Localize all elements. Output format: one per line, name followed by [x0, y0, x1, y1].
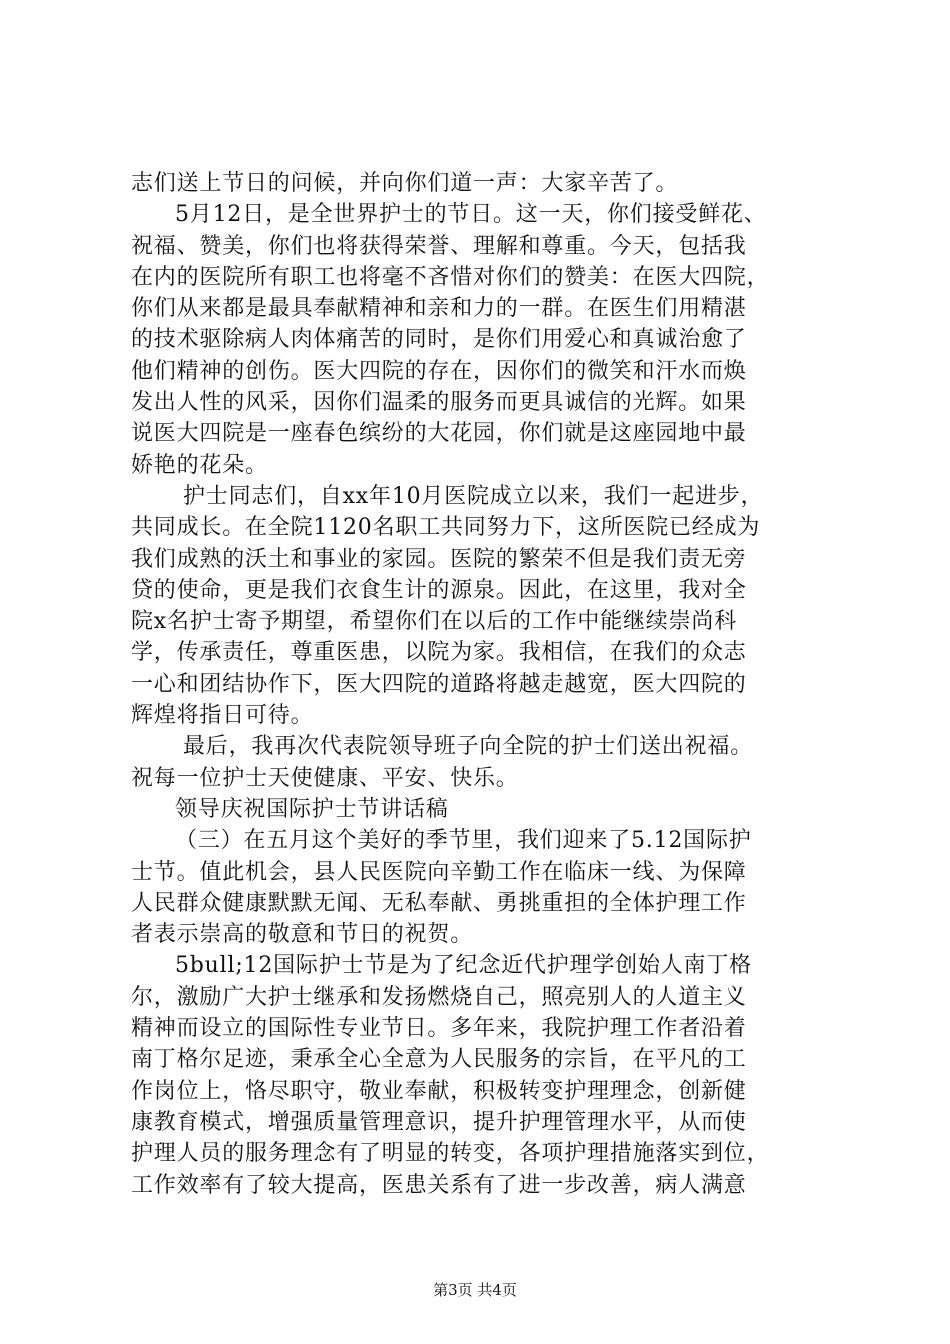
body-line: 娇艳的花朵。	[131, 452, 268, 478]
body-line: 志们送上节日的问候，并向你们道一声：大家辛苦了。	[131, 171, 679, 196]
body-line: 最后，我再次代表院领导班子向全院的护士们送出祝福。	[183, 734, 754, 760]
body-line: 他们精神的创伤。医大四院的存在，因你们的微笑和汗水而焕	[131, 358, 747, 384]
body-line: 发出人性的风采，因你们温柔的服务而更具诚信的光辉。如果	[131, 390, 747, 416]
page-number-footer: 第3页 共4页	[433, 1281, 517, 1299]
body-line: 尔，激励广大护士继承和发扬燃烧自己，照亮别人的人道主义	[131, 984, 747, 1010]
body-line: 祝每一位护士天使健康、平安、快乐。	[131, 765, 519, 791]
body-line: 我们成熟的沃土和事业的家园。医院的繁荣不但是我们责无旁	[131, 546, 747, 572]
body-line: 工作效率有了较大提高，医患关系有了进一步改善，病人满意	[131, 1172, 747, 1198]
body-line: 护理人员的服务理念有了明显的转变，各项护理措施落实到位，	[131, 1141, 770, 1167]
document-body	[131, 168, 831, 1201]
body-line: 共同成长。在全院1120名职工共同努力下，这所医院已经成为	[131, 515, 761, 541]
body-line: 5月12日，是全世界护士的节日。这一天，你们接受鲜花、	[175, 202, 767, 228]
body-line: 护士同志们，自xx年10月医院成立以来，我们一起进步，	[183, 483, 764, 509]
body-line: 的技术驱除病人肉体痛苦的同时，是你们用爱心和真诚治愈了	[131, 327, 747, 353]
body-line: 院x名护士寄予期望，希望你们在以后的工作中能继续崇尚科	[131, 609, 738, 635]
body-line: （三）在五月这个美好的季节里，我们迎来了5.12国际护	[175, 828, 752, 854]
body-line: 南丁格尔足迹，秉承全心全意为人民服务的宗旨，在平凡的工	[131, 1047, 747, 1073]
body-line: 康教育模式，增强质量管理意识，提升护理管理水平，从而使	[131, 1109, 747, 1135]
body-line: 一心和团结协作下，医大四院的道路将越走越宽，医大四院的	[131, 671, 747, 697]
body-line: 人民群众健康默默无闻、无私奉献、勇挑重担的全体护理工作	[131, 890, 747, 916]
body-line: 者表示崇高的敬意和节日的祝贺。	[131, 922, 474, 948]
section-title: 领导庆祝国际护士节讲话稿	[175, 796, 449, 822]
body-line: 辉煌将指日可待。	[131, 703, 314, 729]
body-line: 士节。值此机会，县人民医院向辛勤工作在临床一线、为保障	[131, 859, 747, 885]
body-line: 说医大四院是一座春色缤纷的大花园，你们就是这座园地中最	[131, 421, 747, 447]
body-line: 你们从来都是最具奉献精神和亲和力的一群。在医生们用精湛	[131, 296, 747, 322]
body-line: 学，传承责任，尊重医患，以院为家。我相信，在我们的众志	[131, 640, 747, 666]
body-line: 贷的使命，更是我们衣食生计的源泉。因此，在这里，我对全	[131, 577, 747, 603]
body-line: 5bull;12国际护士节是为了纪念近代护理学创始人南丁格	[175, 953, 752, 979]
body-line: 作岗位上，恪尽职守，敬业奉献，积极转变护理理念，创新健	[131, 1078, 747, 1104]
body-line: 精神而设立的国际性专业节日。多年来，我院护理工作者沿着	[131, 1016, 747, 1042]
body-line: 在内的医院所有职工也将毫不吝惜对你们的赞美：在医大四院，	[131, 264, 770, 290]
body-line: 祝福、赞美，你们也将获得荣誉、理解和尊重。今天，包括我	[131, 233, 747, 259]
